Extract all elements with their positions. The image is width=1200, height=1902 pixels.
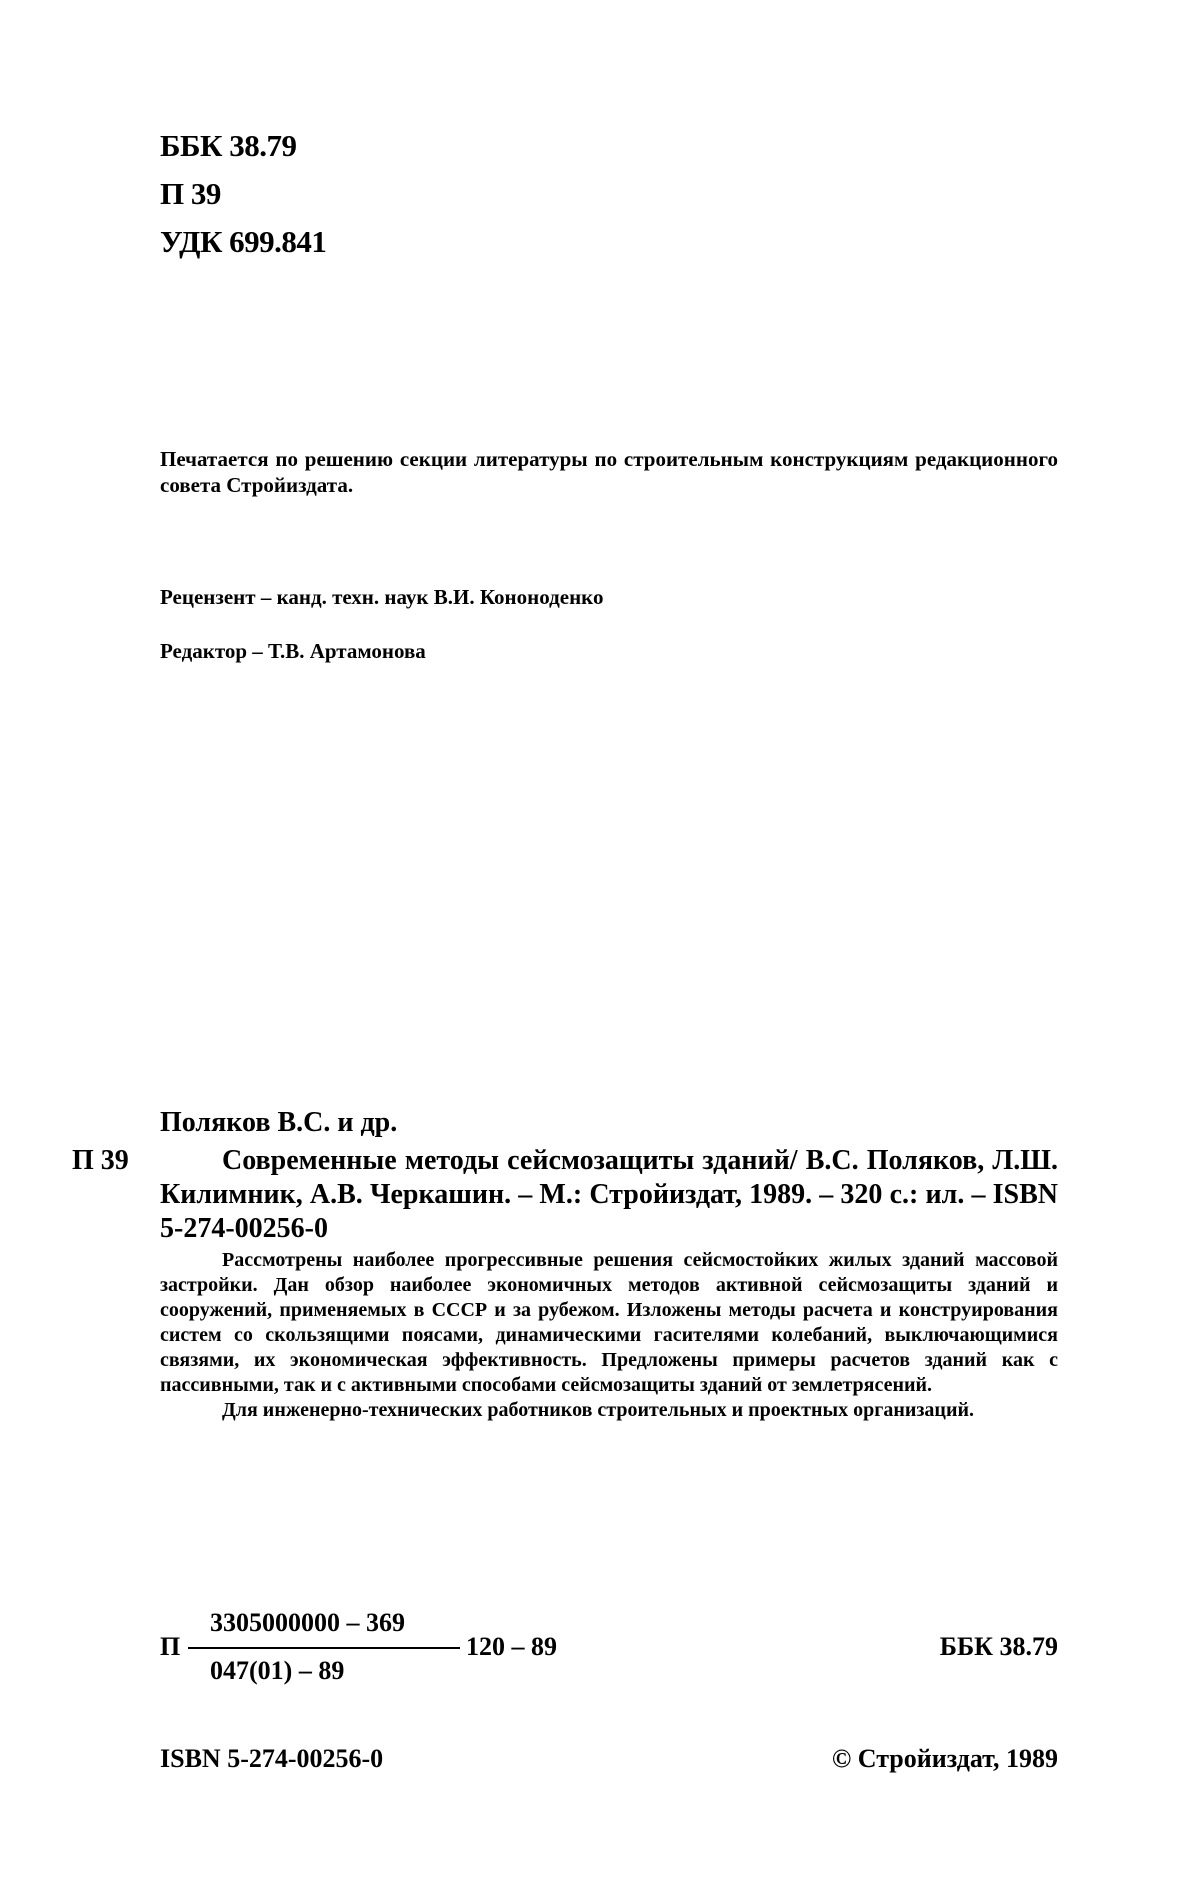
catalog-annotation: Рассмотрены наиболее прогрессивные решения сейсмостойких жилых зданий массовой застройки. Дан обзор наиболее экономичных методов активной сейсмозащиты зданий и сооружений, применяемых в СССР и за рубежом. Изложены методы расчета и конструирования систем со скользящими поясами, динамическими гасителями колебаний, выключающимися связями, их экономическая эффективность. Предложены примеры расчетов зданий как с пассивными, так и с активными способами сейсмозащиты зданий от землетрясений. <box>160 1249 1058 1396</box>
catalog-card-index: П 39 <box>72 1145 129 1176</box>
udk-code: УДК 699.841 <box>160 224 327 259</box>
cipher-letter: П <box>160 1632 181 1661</box>
copyright: © Стройиздат, 1989 <box>831 1744 1058 1773</box>
catalog-annotation-block <box>160 1248 1058 1423</box>
imprint-note: Печатается по решению секции литературы по строительным конструкциям редакционного совета Стройиздата. <box>160 447 1058 497</box>
catalog-audience: Для инженерно-технических работников строительных и проектных организаций. <box>222 1399 974 1421</box>
cipher-tail: 120 – 89 <box>466 1632 557 1661</box>
editor-credit: Редактор – Т.В. Артамонова <box>160 639 426 663</box>
bbk-code: ББК 38.79 <box>160 128 297 163</box>
catalog-author: Поляков В.С. и др. <box>160 1107 398 1138</box>
cipher-denominator: 047(01) – 89 <box>210 1656 345 1685</box>
catalog-index: П 39 <box>160 176 221 211</box>
cipher-numerator: 3305000000 – 369 <box>210 1608 405 1637</box>
reviewer-credit: Рецензент – канд. техн. наук В.И. Кононоденко <box>160 585 604 609</box>
cipher-fraction-line <box>188 1647 460 1649</box>
cipher-bbk: ББК 38.79 <box>939 1632 1058 1661</box>
isbn: ISBN 5-274-00256-0 <box>160 1744 384 1773</box>
catalog-title-entry: Современные методы сейсмозащиты зданий/ В.С. Поляков, Л.Ш. Килимник, А.В. Черкашин. – М.: Стройиздат, 1989. – 320 с.: ил. – ISBN 5-274-00256-0 <box>160 1145 1058 1244</box>
